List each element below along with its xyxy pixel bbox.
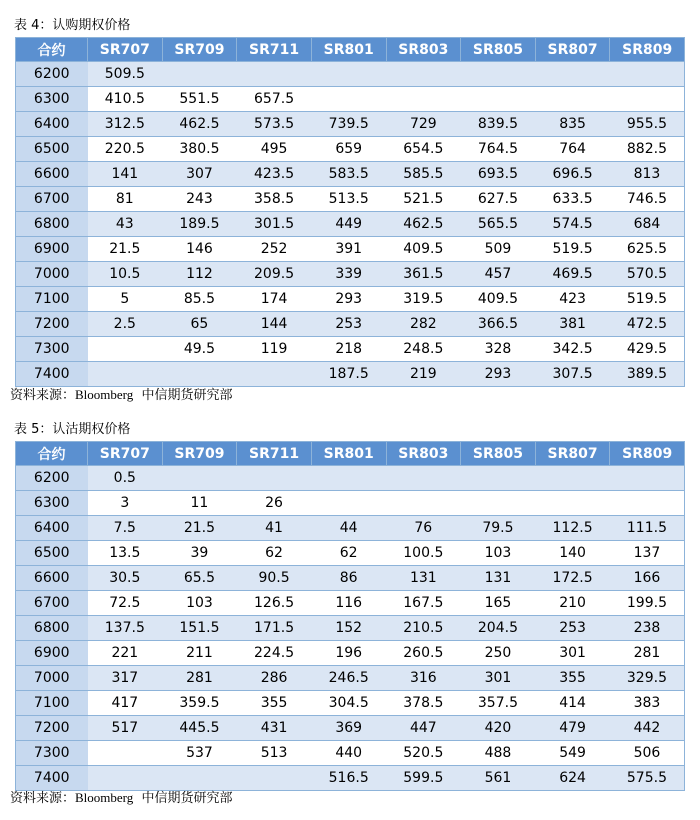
price-cell: 440 bbox=[311, 741, 386, 766]
price-cell: 445.5 bbox=[162, 716, 237, 741]
header-row bbox=[16, 442, 685, 466]
price-cell bbox=[311, 62, 386, 87]
price-cell bbox=[311, 491, 386, 516]
price-cell: 151.5 bbox=[162, 616, 237, 641]
table-row bbox=[16, 187, 685, 212]
price-cell: 479 bbox=[535, 716, 610, 741]
price-cell: 62 bbox=[237, 541, 312, 566]
price-cell: 659 bbox=[311, 137, 386, 162]
price-cell: 462.5 bbox=[162, 112, 237, 137]
price-cell: 131 bbox=[386, 566, 461, 591]
price-cell: 281 bbox=[162, 666, 237, 691]
price-cell bbox=[461, 466, 536, 491]
price-cell: 447 bbox=[386, 716, 461, 741]
price-cell: 764.5 bbox=[461, 137, 536, 162]
price-cell: 624 bbox=[535, 766, 610, 791]
price-cell: 410.5 bbox=[88, 87, 163, 112]
price-cell: 301 bbox=[461, 666, 536, 691]
price-cell: 0.5 bbox=[88, 466, 163, 491]
price-cell: 248.5 bbox=[386, 337, 461, 362]
price-cell: 282 bbox=[386, 312, 461, 337]
price-cell: 565.5 bbox=[461, 212, 536, 237]
price-cell: 764 bbox=[535, 137, 610, 162]
price-cell bbox=[162, 62, 237, 87]
price-cell: 657.5 bbox=[237, 87, 312, 112]
table-row bbox=[16, 237, 685, 262]
price-cell: 358.5 bbox=[237, 187, 312, 212]
column-header: SR807 bbox=[535, 38, 610, 62]
price-cell: 513 bbox=[237, 741, 312, 766]
strike-cell: 6300 bbox=[16, 87, 88, 112]
strike-cell: 6700 bbox=[16, 591, 88, 616]
price-cell: 319.5 bbox=[386, 287, 461, 312]
price-cell: 152 bbox=[311, 616, 386, 641]
strike-cell: 6900 bbox=[16, 641, 88, 666]
strike-cell: 7100 bbox=[16, 691, 88, 716]
price-cell bbox=[610, 87, 685, 112]
column-header: SR711 bbox=[237, 442, 312, 466]
strike-cell: 7400 bbox=[16, 766, 88, 791]
price-cell: 260.5 bbox=[386, 641, 461, 666]
strike-cell: 6600 bbox=[16, 566, 88, 591]
column-header: SR801 bbox=[311, 38, 386, 62]
strike-cell: 6900 bbox=[16, 237, 88, 262]
price-cell: 389.5 bbox=[610, 362, 685, 387]
price-cell: 316 bbox=[386, 666, 461, 691]
price-cell: 293 bbox=[461, 362, 536, 387]
source-label: 资料来源： bbox=[10, 388, 76, 403]
strike-cell: 6200 bbox=[16, 62, 88, 87]
price-cell: 253 bbox=[535, 616, 610, 641]
price-cell: 26 bbox=[237, 491, 312, 516]
price-cell: 381 bbox=[535, 312, 610, 337]
price-cell: 111.5 bbox=[610, 516, 685, 541]
column-header: SR805 bbox=[461, 442, 536, 466]
price-cell bbox=[386, 466, 461, 491]
price-cell: 196 bbox=[311, 641, 386, 666]
price-cell: 684 bbox=[610, 212, 685, 237]
price-cell bbox=[461, 87, 536, 112]
price-cell: 246.5 bbox=[311, 666, 386, 691]
price-cell: 62 bbox=[311, 541, 386, 566]
price-cell: 472.5 bbox=[610, 312, 685, 337]
price-cell: 409.5 bbox=[386, 237, 461, 262]
price-cell: 21.5 bbox=[88, 237, 163, 262]
price-cell: 65 bbox=[162, 312, 237, 337]
price-cell: 693.5 bbox=[461, 162, 536, 187]
table-row bbox=[16, 466, 685, 491]
column-header: SR709 bbox=[162, 442, 237, 466]
price-cell: 81 bbox=[88, 187, 163, 212]
table-row bbox=[16, 137, 685, 162]
price-cell: 585.5 bbox=[386, 162, 461, 187]
column-header: SR807 bbox=[535, 442, 610, 466]
strike-cell: 7300 bbox=[16, 337, 88, 362]
price-cell: 10.5 bbox=[88, 262, 163, 287]
strike-cell: 7200 bbox=[16, 312, 88, 337]
price-cell: 583.5 bbox=[311, 162, 386, 187]
price-cell: 7.5 bbox=[88, 516, 163, 541]
price-cell bbox=[237, 362, 312, 387]
price-cell: 112 bbox=[162, 262, 237, 287]
price-cell bbox=[386, 491, 461, 516]
price-cell: 140 bbox=[535, 541, 610, 566]
price-cell bbox=[386, 62, 461, 87]
price-cell: 238 bbox=[610, 616, 685, 641]
price-cell: 516.5 bbox=[311, 766, 386, 791]
price-cell: 65.5 bbox=[162, 566, 237, 591]
price-cell: 281 bbox=[610, 641, 685, 666]
table-row bbox=[16, 741, 685, 766]
column-header: SR709 bbox=[162, 38, 237, 62]
price-cell: 2.5 bbox=[88, 312, 163, 337]
price-cell: 839.5 bbox=[461, 112, 536, 137]
price-cell: 103 bbox=[162, 591, 237, 616]
table-row bbox=[16, 541, 685, 566]
strike-cell: 6300 bbox=[16, 491, 88, 516]
strike-cell: 7100 bbox=[16, 287, 88, 312]
price-cell: 739.5 bbox=[311, 112, 386, 137]
table-row bbox=[16, 491, 685, 516]
price-cell: 210.5 bbox=[386, 616, 461, 641]
price-cell bbox=[311, 466, 386, 491]
table4-source-note bbox=[10, 387, 233, 404]
price-cell: 509.5 bbox=[88, 62, 163, 87]
price-cell: 144 bbox=[237, 312, 312, 337]
price-cell: 561 bbox=[461, 766, 536, 791]
price-cell: 119 bbox=[237, 337, 312, 362]
put-option-price-table bbox=[15, 441, 685, 791]
price-cell: 13.5 bbox=[88, 541, 163, 566]
price-cell: 574.5 bbox=[535, 212, 610, 237]
call-option-price-table bbox=[15, 37, 685, 387]
price-cell bbox=[535, 62, 610, 87]
table4-caption: 表 4：认购期权价格 bbox=[14, 18, 131, 33]
price-cell: 357.5 bbox=[461, 691, 536, 716]
strike-cell: 7000 bbox=[16, 262, 88, 287]
strike-cell: 6200 bbox=[16, 466, 88, 491]
price-cell: 519.5 bbox=[535, 237, 610, 262]
table5-caption: 表 5：认沽期权价格 bbox=[14, 422, 131, 437]
source-citic: 中信期货研究部 bbox=[141, 791, 233, 806]
price-cell: 813 bbox=[610, 162, 685, 187]
price-cell: 166 bbox=[610, 566, 685, 591]
table-row bbox=[16, 162, 685, 187]
price-cell: 307.5 bbox=[535, 362, 610, 387]
price-cell: 746.5 bbox=[610, 187, 685, 212]
column-header: SR803 bbox=[386, 38, 461, 62]
price-cell: 369 bbox=[311, 716, 386, 741]
price-cell: 835 bbox=[535, 112, 610, 137]
price-cell: 250 bbox=[461, 641, 536, 666]
column-header: SR803 bbox=[386, 442, 461, 466]
price-cell: 100.5 bbox=[386, 541, 461, 566]
price-cell: 520.5 bbox=[386, 741, 461, 766]
price-cell: 85.5 bbox=[162, 287, 237, 312]
price-cell: 506 bbox=[610, 741, 685, 766]
price-cell bbox=[610, 62, 685, 87]
price-cell: 167.5 bbox=[386, 591, 461, 616]
price-cell: 137 bbox=[610, 541, 685, 566]
price-cell: 488 bbox=[461, 741, 536, 766]
price-cell: 301 bbox=[535, 641, 610, 666]
price-cell: 359.5 bbox=[162, 691, 237, 716]
price-cell: 625.5 bbox=[610, 237, 685, 262]
price-cell: 633.5 bbox=[535, 187, 610, 212]
price-cell: 409.5 bbox=[461, 287, 536, 312]
table-row bbox=[16, 641, 685, 666]
price-cell: 423.5 bbox=[237, 162, 312, 187]
price-cell: 329.5 bbox=[610, 666, 685, 691]
strike-cell: 7000 bbox=[16, 666, 88, 691]
price-cell: 339 bbox=[311, 262, 386, 287]
price-cell: 449 bbox=[311, 212, 386, 237]
table5-source-note bbox=[10, 790, 233, 807]
price-cell: 955.5 bbox=[610, 112, 685, 137]
price-cell: 328 bbox=[461, 337, 536, 362]
price-cell: 575.5 bbox=[610, 766, 685, 791]
price-cell bbox=[237, 766, 312, 791]
strike-cell: 6700 bbox=[16, 187, 88, 212]
price-cell: 171.5 bbox=[237, 616, 312, 641]
price-cell: 429.5 bbox=[610, 337, 685, 362]
price-cell: 312.5 bbox=[88, 112, 163, 137]
price-cell: 221 bbox=[88, 641, 163, 666]
table-row bbox=[16, 766, 685, 791]
price-cell: 537 bbox=[162, 741, 237, 766]
table-row bbox=[16, 591, 685, 616]
price-cell: 220.5 bbox=[88, 137, 163, 162]
price-cell: 39 bbox=[162, 541, 237, 566]
price-cell: 126.5 bbox=[237, 591, 312, 616]
price-cell: 380.5 bbox=[162, 137, 237, 162]
strike-cell: 6800 bbox=[16, 616, 88, 641]
price-cell bbox=[535, 466, 610, 491]
price-cell: 457 bbox=[461, 262, 536, 287]
price-cell: 76 bbox=[386, 516, 461, 541]
price-cell: 21.5 bbox=[162, 516, 237, 541]
table-row bbox=[16, 691, 685, 716]
strike-cell: 7200 bbox=[16, 716, 88, 741]
price-cell bbox=[535, 87, 610, 112]
column-header: SR805 bbox=[461, 38, 536, 62]
price-cell bbox=[535, 491, 610, 516]
price-cell bbox=[162, 466, 237, 491]
price-cell: 219 bbox=[386, 362, 461, 387]
price-cell bbox=[386, 87, 461, 112]
price-cell: 573.5 bbox=[237, 112, 312, 137]
price-cell: 696.5 bbox=[535, 162, 610, 187]
price-cell bbox=[162, 766, 237, 791]
price-cell: 131 bbox=[461, 566, 536, 591]
price-cell bbox=[311, 87, 386, 112]
source-bloomberg: Bloomberg bbox=[75, 387, 134, 402]
price-cell bbox=[162, 362, 237, 387]
price-cell: 165 bbox=[461, 591, 536, 616]
price-cell bbox=[461, 62, 536, 87]
table-row bbox=[16, 566, 685, 591]
price-cell: 654.5 bbox=[386, 137, 461, 162]
column-header: SR707 bbox=[88, 442, 163, 466]
price-cell: 423 bbox=[535, 287, 610, 312]
price-cell bbox=[88, 766, 163, 791]
table-row bbox=[16, 666, 685, 691]
strike-cell: 6800 bbox=[16, 212, 88, 237]
price-cell: 72.5 bbox=[88, 591, 163, 616]
strike-cell: 6400 bbox=[16, 516, 88, 541]
price-cell: 112.5 bbox=[535, 516, 610, 541]
price-cell bbox=[237, 466, 312, 491]
price-cell: 43 bbox=[88, 212, 163, 237]
price-cell: 599.5 bbox=[386, 766, 461, 791]
price-cell bbox=[610, 466, 685, 491]
price-cell: 355 bbox=[237, 691, 312, 716]
price-cell: 189.5 bbox=[162, 212, 237, 237]
price-cell: 79.5 bbox=[461, 516, 536, 541]
header-row bbox=[16, 38, 685, 62]
price-cell: 383 bbox=[610, 691, 685, 716]
strike-cell: 7300 bbox=[16, 741, 88, 766]
price-cell: 521.5 bbox=[386, 187, 461, 212]
price-cell: 252 bbox=[237, 237, 312, 262]
price-cell: 210 bbox=[535, 591, 610, 616]
price-cell: 3 bbox=[88, 491, 163, 516]
price-cell bbox=[610, 491, 685, 516]
price-cell: 513.5 bbox=[311, 187, 386, 212]
price-cell bbox=[88, 362, 163, 387]
price-cell: 361.5 bbox=[386, 262, 461, 287]
column-header: SR809 bbox=[610, 442, 685, 466]
price-cell: 253 bbox=[311, 312, 386, 337]
table-row bbox=[16, 716, 685, 741]
strike-cell: 6400 bbox=[16, 112, 88, 137]
price-cell: 174 bbox=[237, 287, 312, 312]
table-row bbox=[16, 337, 685, 362]
price-cell: 378.5 bbox=[386, 691, 461, 716]
price-cell: 243 bbox=[162, 187, 237, 212]
table-row bbox=[16, 516, 685, 541]
price-cell: 627.5 bbox=[461, 187, 536, 212]
table-row bbox=[16, 87, 685, 112]
price-cell: 86 bbox=[311, 566, 386, 591]
strike-cell: 6500 bbox=[16, 541, 88, 566]
price-cell: 570.5 bbox=[610, 262, 685, 287]
table-row bbox=[16, 262, 685, 287]
price-cell: 293 bbox=[311, 287, 386, 312]
price-cell: 137.5 bbox=[88, 616, 163, 641]
price-cell: 224.5 bbox=[237, 641, 312, 666]
price-cell: 366.5 bbox=[461, 312, 536, 337]
price-cell bbox=[88, 337, 163, 362]
price-cell: 549 bbox=[535, 741, 610, 766]
price-cell: 11 bbox=[162, 491, 237, 516]
header-contract: 合约 bbox=[16, 38, 88, 62]
source-label: 资料来源： bbox=[10, 791, 76, 806]
price-cell: 420 bbox=[461, 716, 536, 741]
price-cell: 218 bbox=[311, 337, 386, 362]
header-contract: 合约 bbox=[16, 442, 88, 466]
price-cell: 90.5 bbox=[237, 566, 312, 591]
price-cell: 551.5 bbox=[162, 87, 237, 112]
price-cell: 442 bbox=[610, 716, 685, 741]
strike-cell: 7400 bbox=[16, 362, 88, 387]
price-cell: 30.5 bbox=[88, 566, 163, 591]
price-cell bbox=[461, 491, 536, 516]
price-cell: 509 bbox=[461, 237, 536, 262]
column-header: SR801 bbox=[311, 442, 386, 466]
table-row bbox=[16, 62, 685, 87]
price-cell bbox=[237, 62, 312, 87]
price-cell: 882.5 bbox=[610, 137, 685, 162]
price-cell: 729 bbox=[386, 112, 461, 137]
price-cell: 414 bbox=[535, 691, 610, 716]
price-cell: 519.5 bbox=[610, 287, 685, 312]
price-cell: 304.5 bbox=[311, 691, 386, 716]
price-cell: 307 bbox=[162, 162, 237, 187]
table-row bbox=[16, 312, 685, 337]
price-cell: 49.5 bbox=[162, 337, 237, 362]
price-cell: 172.5 bbox=[535, 566, 610, 591]
price-cell: 462.5 bbox=[386, 212, 461, 237]
price-cell: 199.5 bbox=[610, 591, 685, 616]
table-row bbox=[16, 616, 685, 641]
price-cell: 317 bbox=[88, 666, 163, 691]
price-cell: 204.5 bbox=[461, 616, 536, 641]
price-cell bbox=[88, 741, 163, 766]
price-cell: 5 bbox=[88, 287, 163, 312]
price-cell: 187.5 bbox=[311, 362, 386, 387]
price-cell: 355 bbox=[535, 666, 610, 691]
price-cell: 391 bbox=[311, 237, 386, 262]
price-cell: 517 bbox=[88, 716, 163, 741]
price-cell: 116 bbox=[311, 591, 386, 616]
strike-cell: 6600 bbox=[16, 162, 88, 187]
column-header: SR711 bbox=[237, 38, 312, 62]
table-row bbox=[16, 362, 685, 387]
source-bloomberg: Bloomberg bbox=[75, 790, 134, 805]
price-cell: 209.5 bbox=[237, 262, 312, 287]
price-cell: 431 bbox=[237, 716, 312, 741]
price-cell: 44 bbox=[311, 516, 386, 541]
strike-cell: 6500 bbox=[16, 137, 88, 162]
table-row bbox=[16, 287, 685, 312]
column-header: SR707 bbox=[88, 38, 163, 62]
column-header: SR809 bbox=[610, 38, 685, 62]
price-cell: 301.5 bbox=[237, 212, 312, 237]
table-row bbox=[16, 212, 685, 237]
price-cell: 146 bbox=[162, 237, 237, 262]
price-cell: 141 bbox=[88, 162, 163, 187]
price-cell: 342.5 bbox=[535, 337, 610, 362]
price-cell: 417 bbox=[88, 691, 163, 716]
price-cell: 41 bbox=[237, 516, 312, 541]
price-cell: 211 bbox=[162, 641, 237, 666]
price-cell: 286 bbox=[237, 666, 312, 691]
price-cell: 103 bbox=[461, 541, 536, 566]
table-row bbox=[16, 112, 685, 137]
price-cell: 469.5 bbox=[535, 262, 610, 287]
price-cell: 495 bbox=[237, 137, 312, 162]
source-citic: 中信期货研究部 bbox=[141, 388, 233, 403]
